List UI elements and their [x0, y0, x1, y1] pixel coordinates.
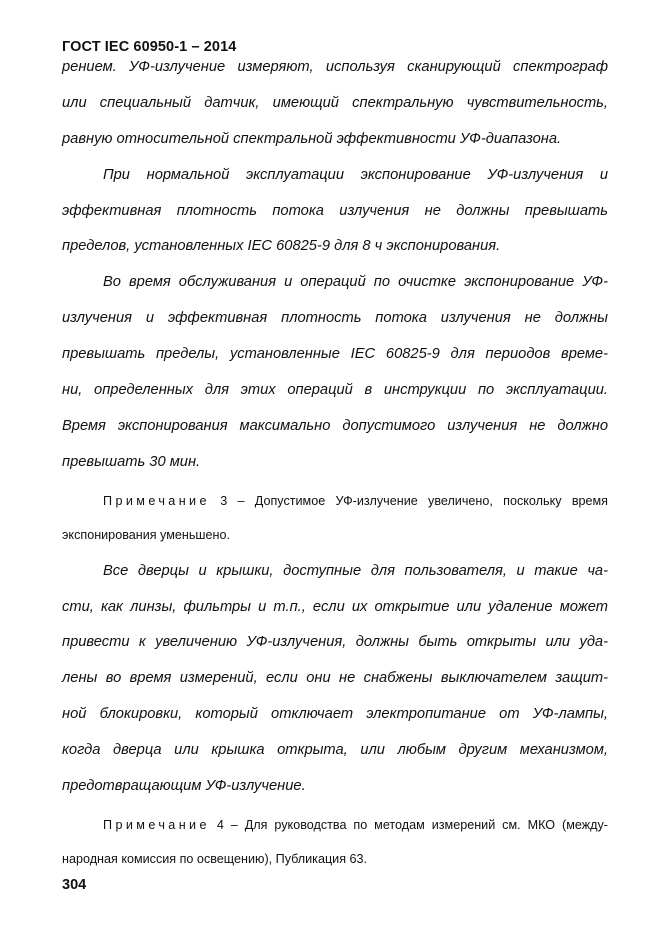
text-line: или специальный датчик, имеющий спектральную чувствительность, — [62, 94, 608, 111]
note-4-continuation: народная комиссия по освещению), Публикация 63. — [62, 851, 368, 866]
text-line: лены во время измерений, если они не снабжены выключателем защит- — [62, 670, 608, 687]
note-3-continuation: экспонирования уменьшено. — [62, 527, 230, 542]
text-line: сти, как линзы, фильтры и т.п., если их открытие или удаление может — [62, 598, 608, 615]
note-4 — [62, 816, 608, 850]
text-line: рением. УФ-излучение измеряют, используя сканирующий спектрограф — [62, 59, 608, 75]
text-line: пределов, установленных IEC 60825-9 для 8 ч экспонирования. — [62, 238, 501, 255]
text-line: Время экспонирования максимально допустимого излучения не должно — [62, 417, 608, 434]
text-line: превышать пределы, установленные IEC 60825-9 для периодов време- — [62, 346, 608, 363]
text-line: когда дверца или крышка открыта, или любым другим механизмом, — [62, 742, 608, 759]
note-3 — [62, 492, 608, 526]
text-line: ной блокировки, который отключает электропитание от УФ-лампы, — [62, 706, 608, 723]
note-text: 4 – Для руководства по методам измерений см. МКО (между- — [209, 817, 608, 832]
note-label: Примечание — [103, 817, 210, 832]
text-line: Все дверцы и крышки, доступные для пользователя, и такие ча- — [103, 562, 608, 579]
text-line: привести к увеличению УФ-излучения, должны быть открыты или уда- — [62, 634, 608, 651]
document-header: ГОСТ IEC 60950-1 – 2014 — [62, 39, 237, 55]
text-line: эффективная плотность потока излучения не должны превышать — [62, 202, 608, 219]
text-line: ни, определенных для этих операций в инструкции по эксплуатации. — [62, 382, 608, 399]
text-line: излучения и эффективная плотность потока излучения не должны — [62, 310, 608, 327]
page-number: 304 — [62, 877, 87, 893]
note-label: Примечание — [103, 493, 210, 508]
text-line: превышать 30 мин. — [62, 453, 201, 470]
text-line: При нормальной эксплуатации экспонирование УФ-излучения и — [103, 166, 608, 183]
note-text: 3 – Допустимое УФ-излучение увеличено, поскольку время — [209, 493, 608, 508]
text-line: равную относительной спектральной эффективности УФ-диапазона. — [62, 130, 562, 147]
text-line: предотвращающим УФ-излучение. — [62, 778, 306, 795]
page-body — [62, 58, 608, 886]
text-line: Во время обслуживания и операций по очистке экспонирование УФ- — [103, 274, 608, 291]
